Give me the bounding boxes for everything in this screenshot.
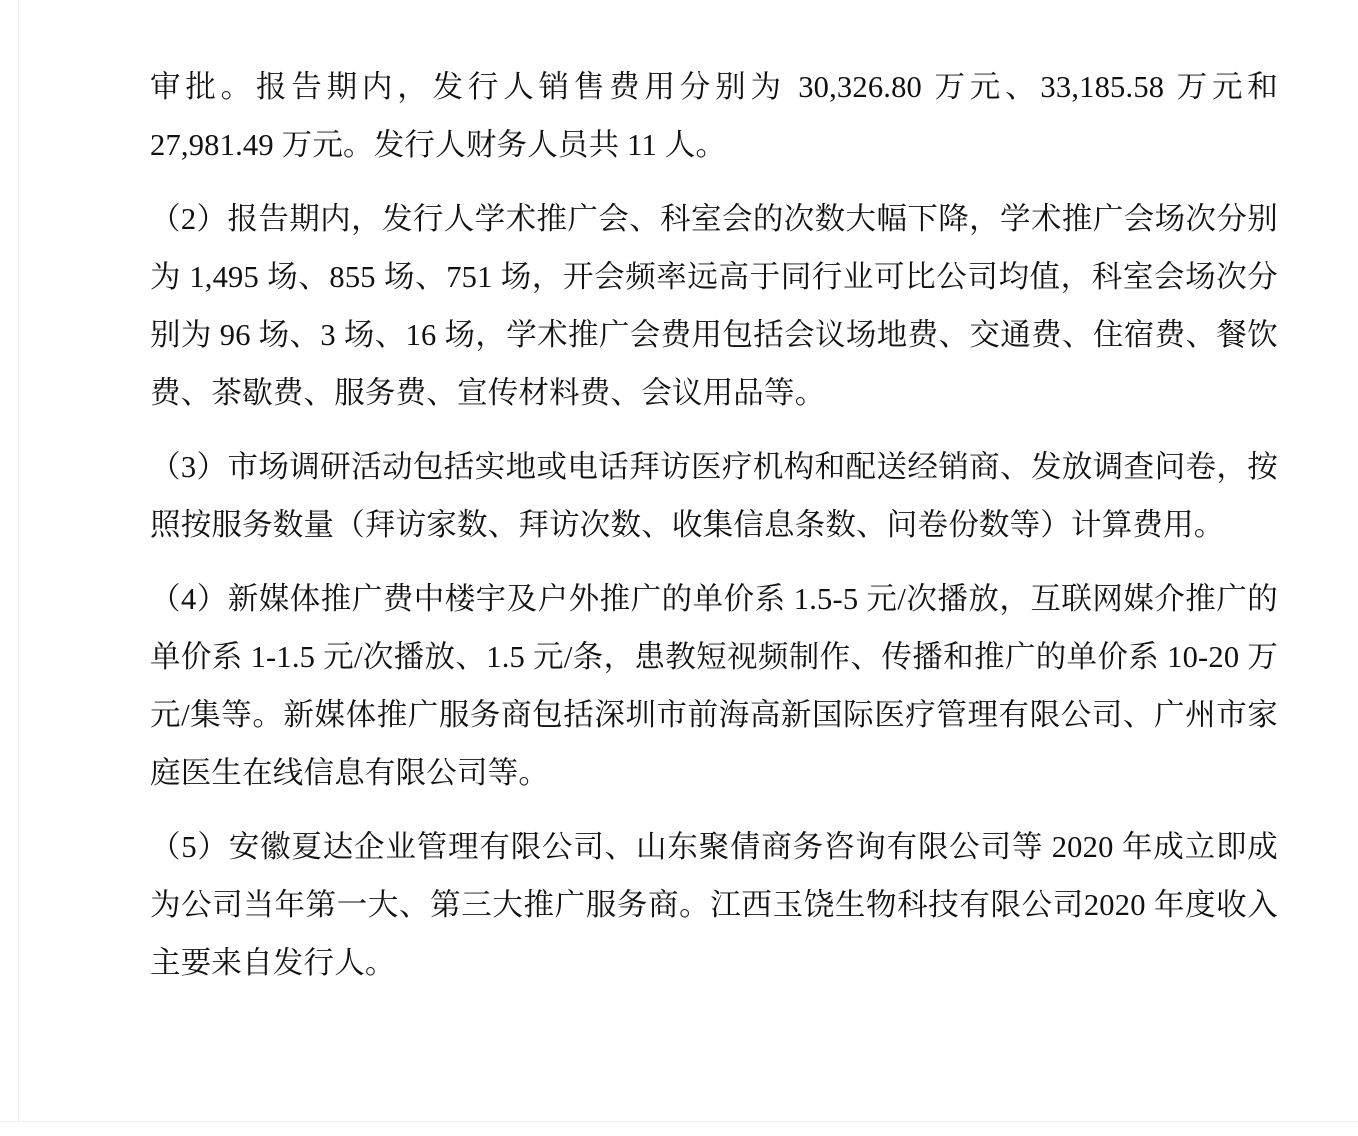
paragraph-item-3: （3）市场调研活动包括实地或电话拜访医疗机构和配送经销商、发放调查问卷，按照按服务数量（拜访家数、拜访次数、收集信息条数、问卷份数等）计算费用。 xyxy=(150,450,1278,542)
document-body xyxy=(150,58,1278,992)
page-bottom-edge xyxy=(0,1121,1358,1136)
paragraph-continuation: 审批。报告期内，发行人销售费用分别为 30,326.80 万元、33,185.58 万元和27,981.49 万元。发行人财务人员共 11 人。 xyxy=(150,70,1278,162)
paragraph-item-4: （4）新媒体推广费中楼宇及户外推广的单价系 1.5-5 元/次播放，互联网媒介推广的单价系 1-1.5 元/次播放、1.5 元/条，患教短视频制作、传播和推广的单价系 10-20 万元/集等。新媒体推广服务商包括深圳市前海高新国际医疗管理有限公司、广州市家庭医生在线信息有限公司等。 xyxy=(150,582,1278,790)
paragraph-item-5: （5）安徽夏达企业管理有限公司、山东聚倩商务咨询有限公司等 2020 年成立即成为公司当年第一大、第三大推广服务商。江西玉饶生物科技有限公司2020 年度收入主要来自发行人。 xyxy=(150,830,1278,980)
paragraph-item-2: （2）报告期内，发行人学术推广会、科室会的次数大幅下降，学术推广会场次分别为 1,495 场、855 场、751 场，开会频率远高于同行业可比公司均值，科室会场次分别为 96 场、3 场、16 场，学术推广会费用包括会议场地费、交通费、住宿费、餐饮费、茶歇费、服务费、宣传材料费、会议用品等。 xyxy=(150,202,1278,410)
page-left-margin-edge xyxy=(0,0,19,1136)
